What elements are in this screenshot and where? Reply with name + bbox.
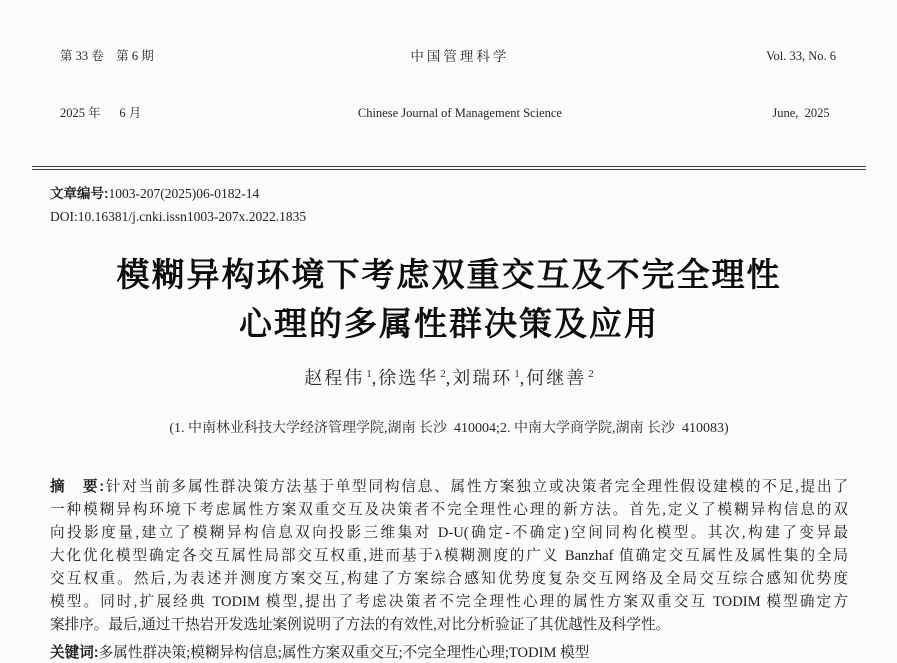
affiliation-line: (1. 中南林业科技大学经济管理学院,湖南 长沙 410004;2. 中南大学商学院,湖南 长沙 410083) bbox=[169, 421, 729, 436]
article-number-label: 文章编号: bbox=[50, 186, 109, 201]
article-meta bbox=[50, 186, 848, 224]
header-double-rule bbox=[32, 166, 866, 170]
author-name: 赵程伟 bbox=[304, 368, 365, 388]
keywords-line bbox=[50, 643, 848, 663]
journal-issue-info-cn bbox=[60, 9, 154, 161]
year-month-cn: 2025 年 6 月 bbox=[60, 106, 142, 120]
abstract-line bbox=[50, 476, 848, 499]
paper-title-line1: 模糊异构环境下考虑双重交互及不完全理性 bbox=[116, 258, 782, 294]
paper-title bbox=[50, 252, 848, 350]
keywords-text: 多属性群决策;模糊异构信息;属性方案双重交互;不完全理性心理;TODIM 模型 bbox=[98, 645, 590, 661]
abstract-line: 案排序。最后,通过干热岩开发选址案例说明了方法的有效性,对比分析验证了其优越性及科学性。 bbox=[50, 617, 671, 633]
author-affiliation-superscript: 2 bbox=[588, 368, 594, 380]
abstract-line: 向投影度量,建立了模糊异构信息双向投影三维集对 D-U(确定-不确定)空间同构化模型。其次,构建了变异最 bbox=[50, 525, 848, 541]
author-name: 刘瑞环 bbox=[452, 368, 513, 388]
paper-title-line2: 心理的多属性群决策及应用 bbox=[239, 307, 659, 343]
journal-issue-info-en bbox=[766, 9, 836, 161]
abstract-line: 一种模糊异构环境下考虑属性方案双重交互及决策者不完全理性心理的新方法。首先,定义了模糊异构信息的双 bbox=[50, 502, 848, 518]
author-name: 徐选华 bbox=[378, 368, 439, 388]
journal-header bbox=[50, 9, 848, 161]
author-affiliation-superscript: 2 bbox=[440, 368, 446, 380]
author-affiliation-superscript: 1 bbox=[366, 368, 372, 380]
authors-line: 赵程伟 $^1$,徐选华 $^2$,刘瑞环 $^1$,何继善 $^2$ bbox=[304, 368, 594, 388]
abstract-text: 针对当前多属性群决策方法基于单型同构信息、属性方案独立或决策者完全理性假设建模的不足,提出了 bbox=[104, 479, 848, 495]
abstract-block bbox=[50, 476, 848, 637]
volume-issue-en: Vol. 33, No. 6 bbox=[766, 49, 836, 63]
article-number-value: 1003-207(2025)06-0182-14 bbox=[108, 186, 260, 201]
abstract-line: 大化优化模型确定各交互属性局部交互权重,进而基于λ模糊测度的广义 Banzhaf 值确定交互属性及属性集的全局 bbox=[50, 548, 848, 564]
keywords-label: 关键词: bbox=[50, 645, 99, 661]
article-number-line bbox=[50, 186, 848, 201]
volume-issue-cn: 第 33 卷 第 6 期 bbox=[60, 49, 154, 63]
abstract-line: 模型。同时,扩展经典 TODIM 模型,提出了考虑决策者不完全理性心理的属性方案双重交互 TODIM 模型确定方 bbox=[50, 594, 848, 610]
journal-title-block bbox=[358, 9, 562, 161]
abstract-label: 摘 要: bbox=[50, 479, 105, 495]
abstract-line: 交互权重。然后,为表述并测度方案交互,构建了方案综合感知优势度复杂交互网络及全局交互综合感知优势度 bbox=[50, 571, 848, 587]
author-name: 何继善 bbox=[526, 368, 587, 388]
doi-line: DOI:10.16381/j.cnki.issn1003-207x.2022.1835 bbox=[50, 209, 307, 224]
journal-title-en: Chinese Journal of Management Science bbox=[357, 106, 562, 120]
journal-title-cn: 中国管理科学 bbox=[410, 49, 510, 64]
date-en: June, 2025 bbox=[772, 106, 830, 120]
author-affiliation-superscript: 1 bbox=[514, 368, 520, 380]
